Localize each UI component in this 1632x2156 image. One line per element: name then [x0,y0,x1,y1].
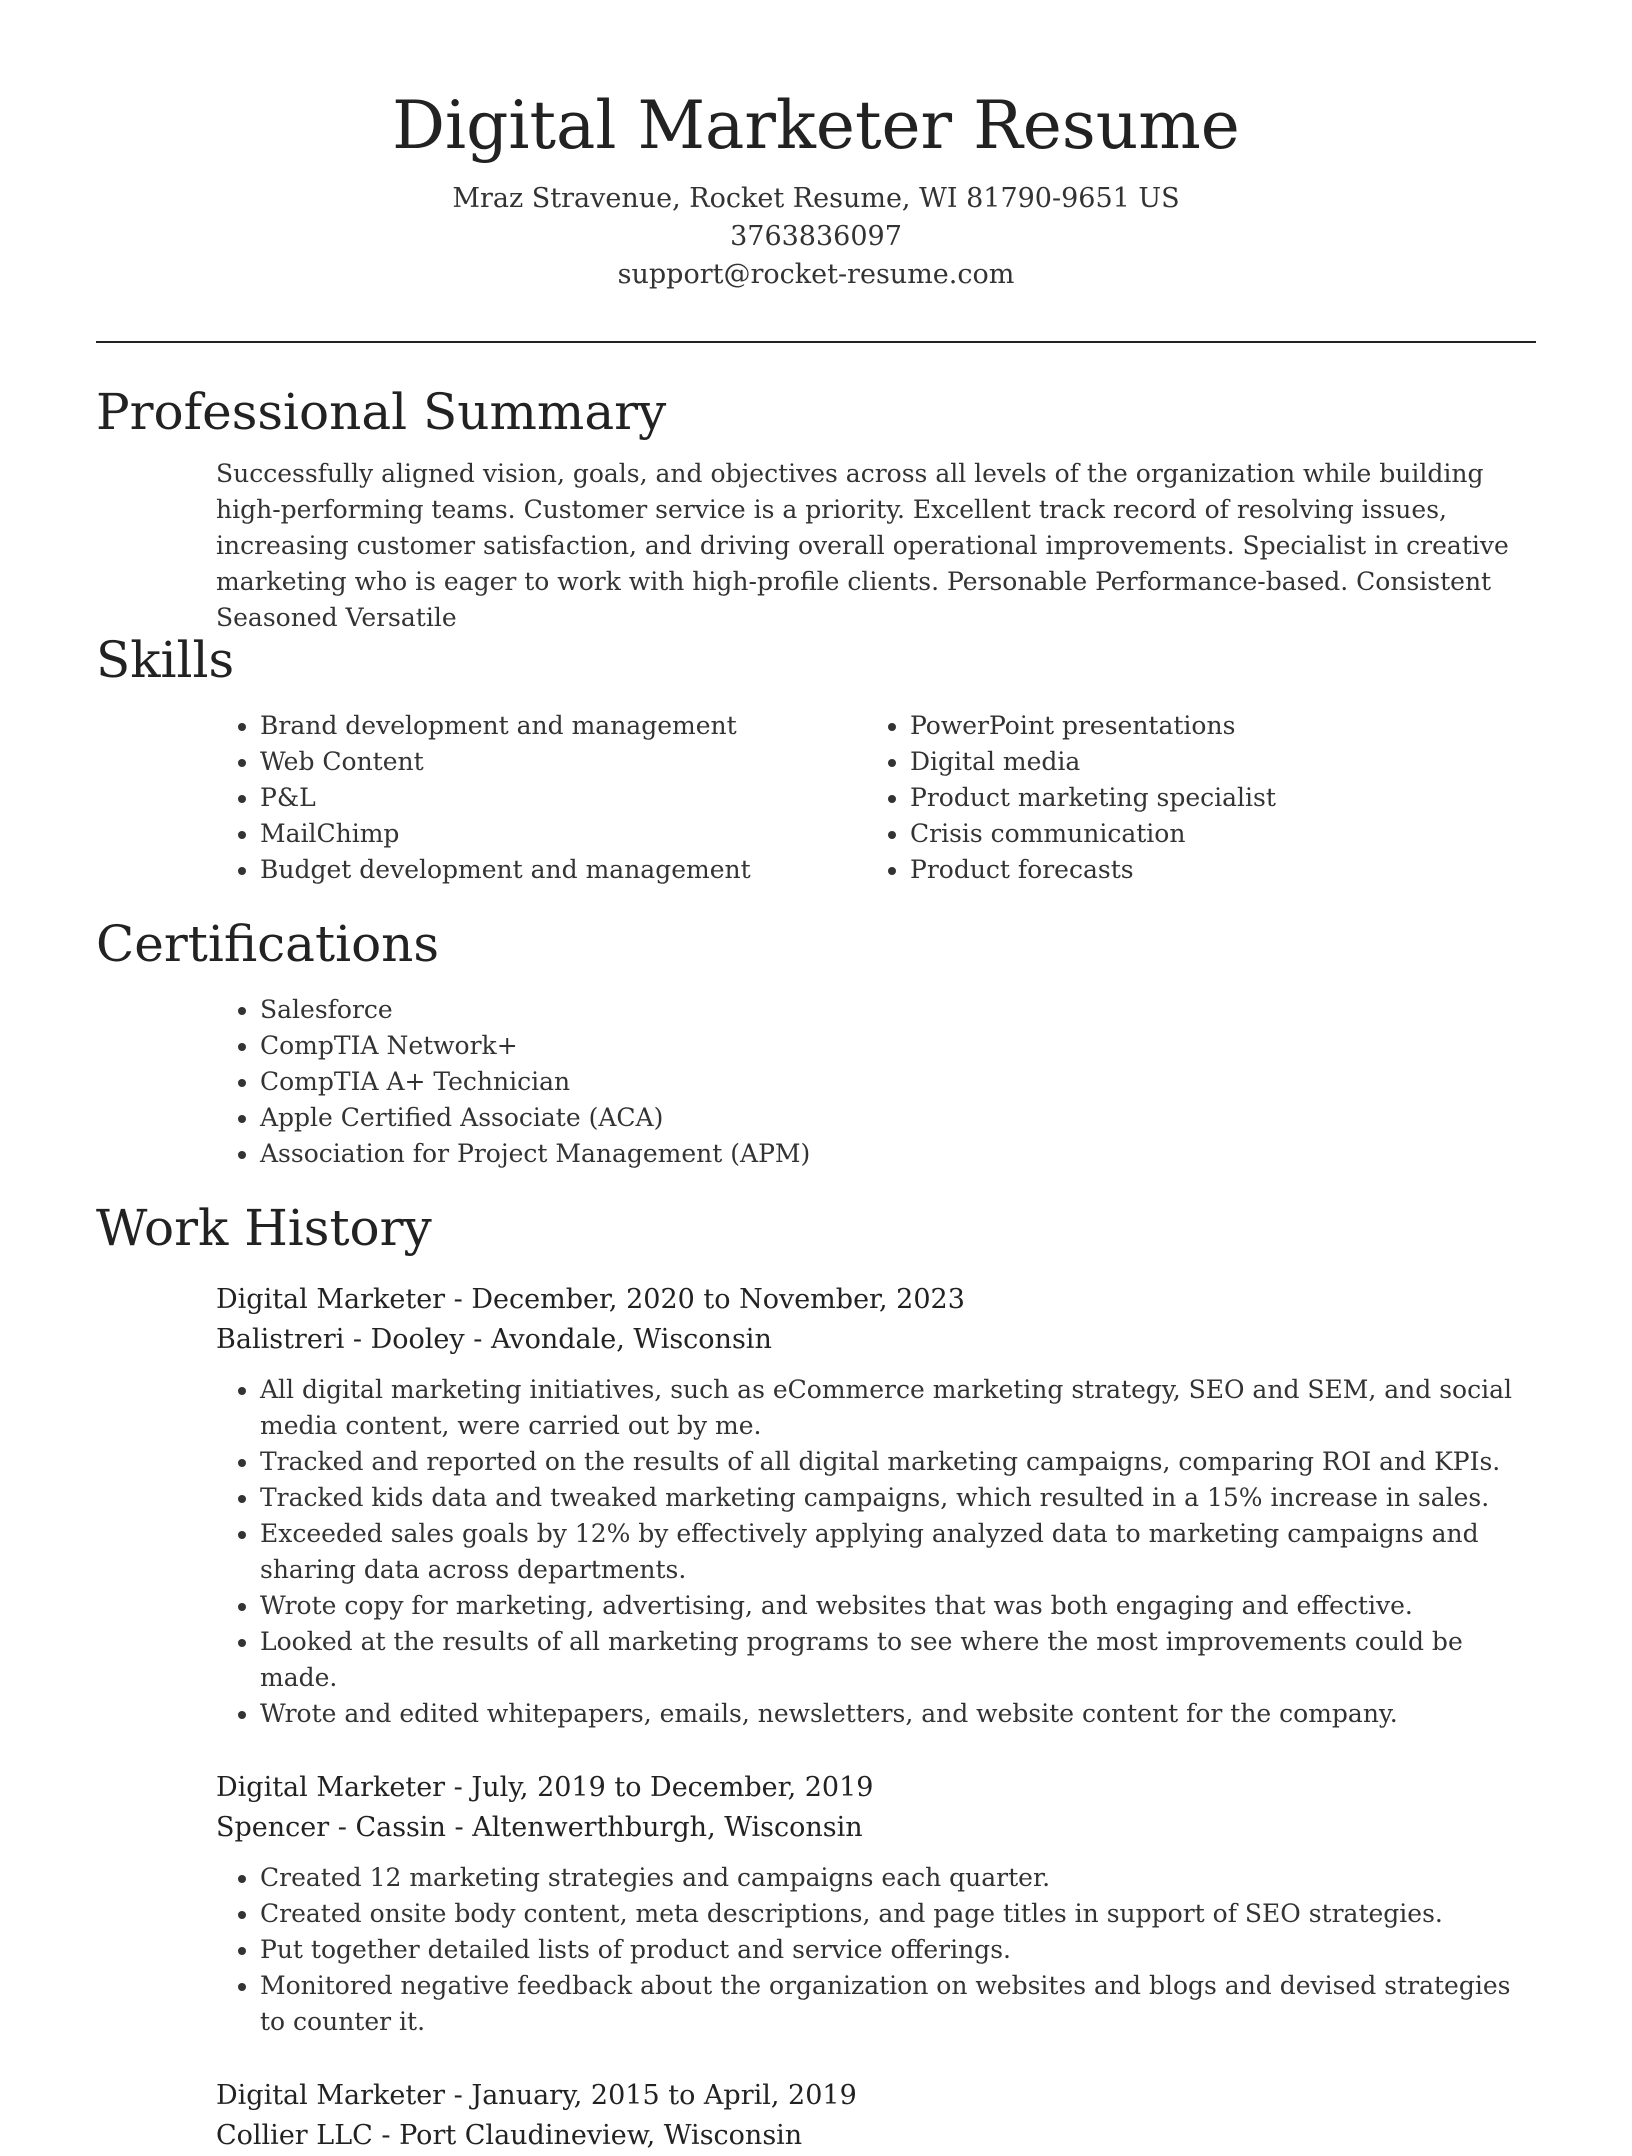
summary-heading: Professional Summary [96,383,667,441]
job-role: Digital Marketer [216,1772,446,1803]
header-divider [96,341,1536,343]
job-company: Balistreri - Dooley [216,1324,465,1355]
resume-title: Digital Marketer Resume [392,87,1240,164]
list-item: • Wrote copy for marketing, advertising, and websites that was both engaging and effective. [260,1588,1526,1624]
list-item: • Budget development and management [260,852,866,888]
contact-block [0,180,1632,294]
list-item: • Web Content [260,744,866,780]
summary-section [96,382,1536,636]
job-company: Spencer - Cassin [216,1812,446,1843]
list-item: • MailChimp [260,816,866,852]
summary-text: Successfully aligned vision, goals, and objectives across all levels of the organization while building high-performing teams. Customer service is a priority. Excellent track record of resolving issues, increasing customer satisfaction, and driving overall operational improvements. Specialist in creative marketing who is eager to work with high-profile clients. Personable Performance-based. Consistent Seasoned Versatile [216,459,1509,632]
list-item: • Looked at the results of all marketing programs to see where the most improvements could be made. [260,1624,1526,1696]
contact-phone: 3763836097 [730,221,902,252]
job-role: Digital Marketer [216,2080,446,2111]
job-dates: July, 2019 to December, 2019 [471,1772,874,1803]
job-location: Avondale, Wisconsin [490,1324,772,1355]
job-company-line: Spencer - Cassin - Altenwerthburgh, Wisconsin [216,1812,863,1843]
job-company-line: Balistreri - Dooley - Avondale, Wisconsin [216,1324,772,1355]
contact-email: support@rocket-resume.com [617,259,1015,290]
job-company-line: Collier LLC - Port Claudineview, Wisconsin [216,2120,803,2151]
skills-grid [216,708,1516,888]
list-item: • CompTIA A+ Technician [260,1064,1516,1100]
list-item: • Association for Project Management (APM) [260,1136,1516,1172]
list-item: • P&L [260,780,866,816]
job-title-line: Digital Marketer - July, 2019 to December, 2019 [216,1772,874,1803]
list-item: • Product forecasts [910,852,1516,888]
list-item: • Put together detailed lists of product and service offerings. [260,1932,1526,1968]
job-location: Altenwerthburgh, Wisconsin [472,1812,863,1843]
list-item: • Created onsite body content, meta descriptions, and page titles in support of SEO strategies. [260,1896,1526,1932]
certifications-heading: Certifications [96,915,440,973]
list-item: • Tracked and reported on the results of all digital marketing campaigns, comparing ROI and KPIs. [260,1444,1526,1480]
list-item: • Apple Certified Associate (ACA) [260,1100,1516,1136]
job-entry [216,1768,1516,2040]
list-item: • Wrote and edited whitepapers, emails, newsletters, and website content for the company. [260,1696,1526,1732]
list-item: • Exceeded sales goals by 12% by effectively applying analyzed data to marketing campaigns and sharing data across departments. [260,1516,1526,1588]
list-item: • Digital media [910,744,1516,780]
skills-column-right [866,708,1516,888]
skills-heading: Skills [96,631,235,689]
resume-header [0,0,1632,294]
list-item: • Tracked kids data and tweaked marketing campaigns, which resulted in a 15% increase in sales. [260,1480,1526,1516]
job-company: Collier LLC [216,2120,373,2151]
list-item: • Monitored negative feedback about the organization on websites and blogs and devised strategies to counter it. [260,1968,1526,2040]
list-item: • PowerPoint presentations [910,708,1516,744]
skills-section [96,630,1536,888]
job-entry [216,2076,1516,2156]
certifications-section [96,914,1536,1172]
list-item: • Brand development and management [260,708,866,744]
job-title-line: Digital Marketer - January, 2015 to April, 2019 [216,2080,857,2111]
skills-column-left [216,708,866,888]
job-dates: January, 2015 to April, 2019 [471,2080,857,2111]
job-role: Digital Marketer [216,1284,446,1315]
job-entry [216,1280,1516,1732]
list-item: • All digital marketing initiatives, such as eCommerce marketing strategy, SEO and SEM, and social media content, were carried out by me. [260,1372,1526,1444]
list-item: • Created 12 marketing strategies and campaigns each quarter. [260,1860,1526,1896]
contact-address: Mraz Stravenue, Rocket Resume, WI 81790-9651 US [452,183,1180,214]
list-item: • CompTIA Network+ [260,1028,1516,1064]
list-item: • Salesforce [260,992,1516,1028]
work-history-section [96,1198,1536,2156]
work-history-heading: Work History [96,1199,432,1257]
list-item: • Product marketing specialist [910,780,1516,816]
job-title-line: Digital Marketer - December, 2020 to November, 2023 [216,1284,965,1315]
list-item: • Crisis communication [910,816,1516,852]
job-dates: December, 2020 to November, 2023 [471,1284,965,1315]
job-location: Port Claudineview, Wisconsin [399,2120,803,2151]
